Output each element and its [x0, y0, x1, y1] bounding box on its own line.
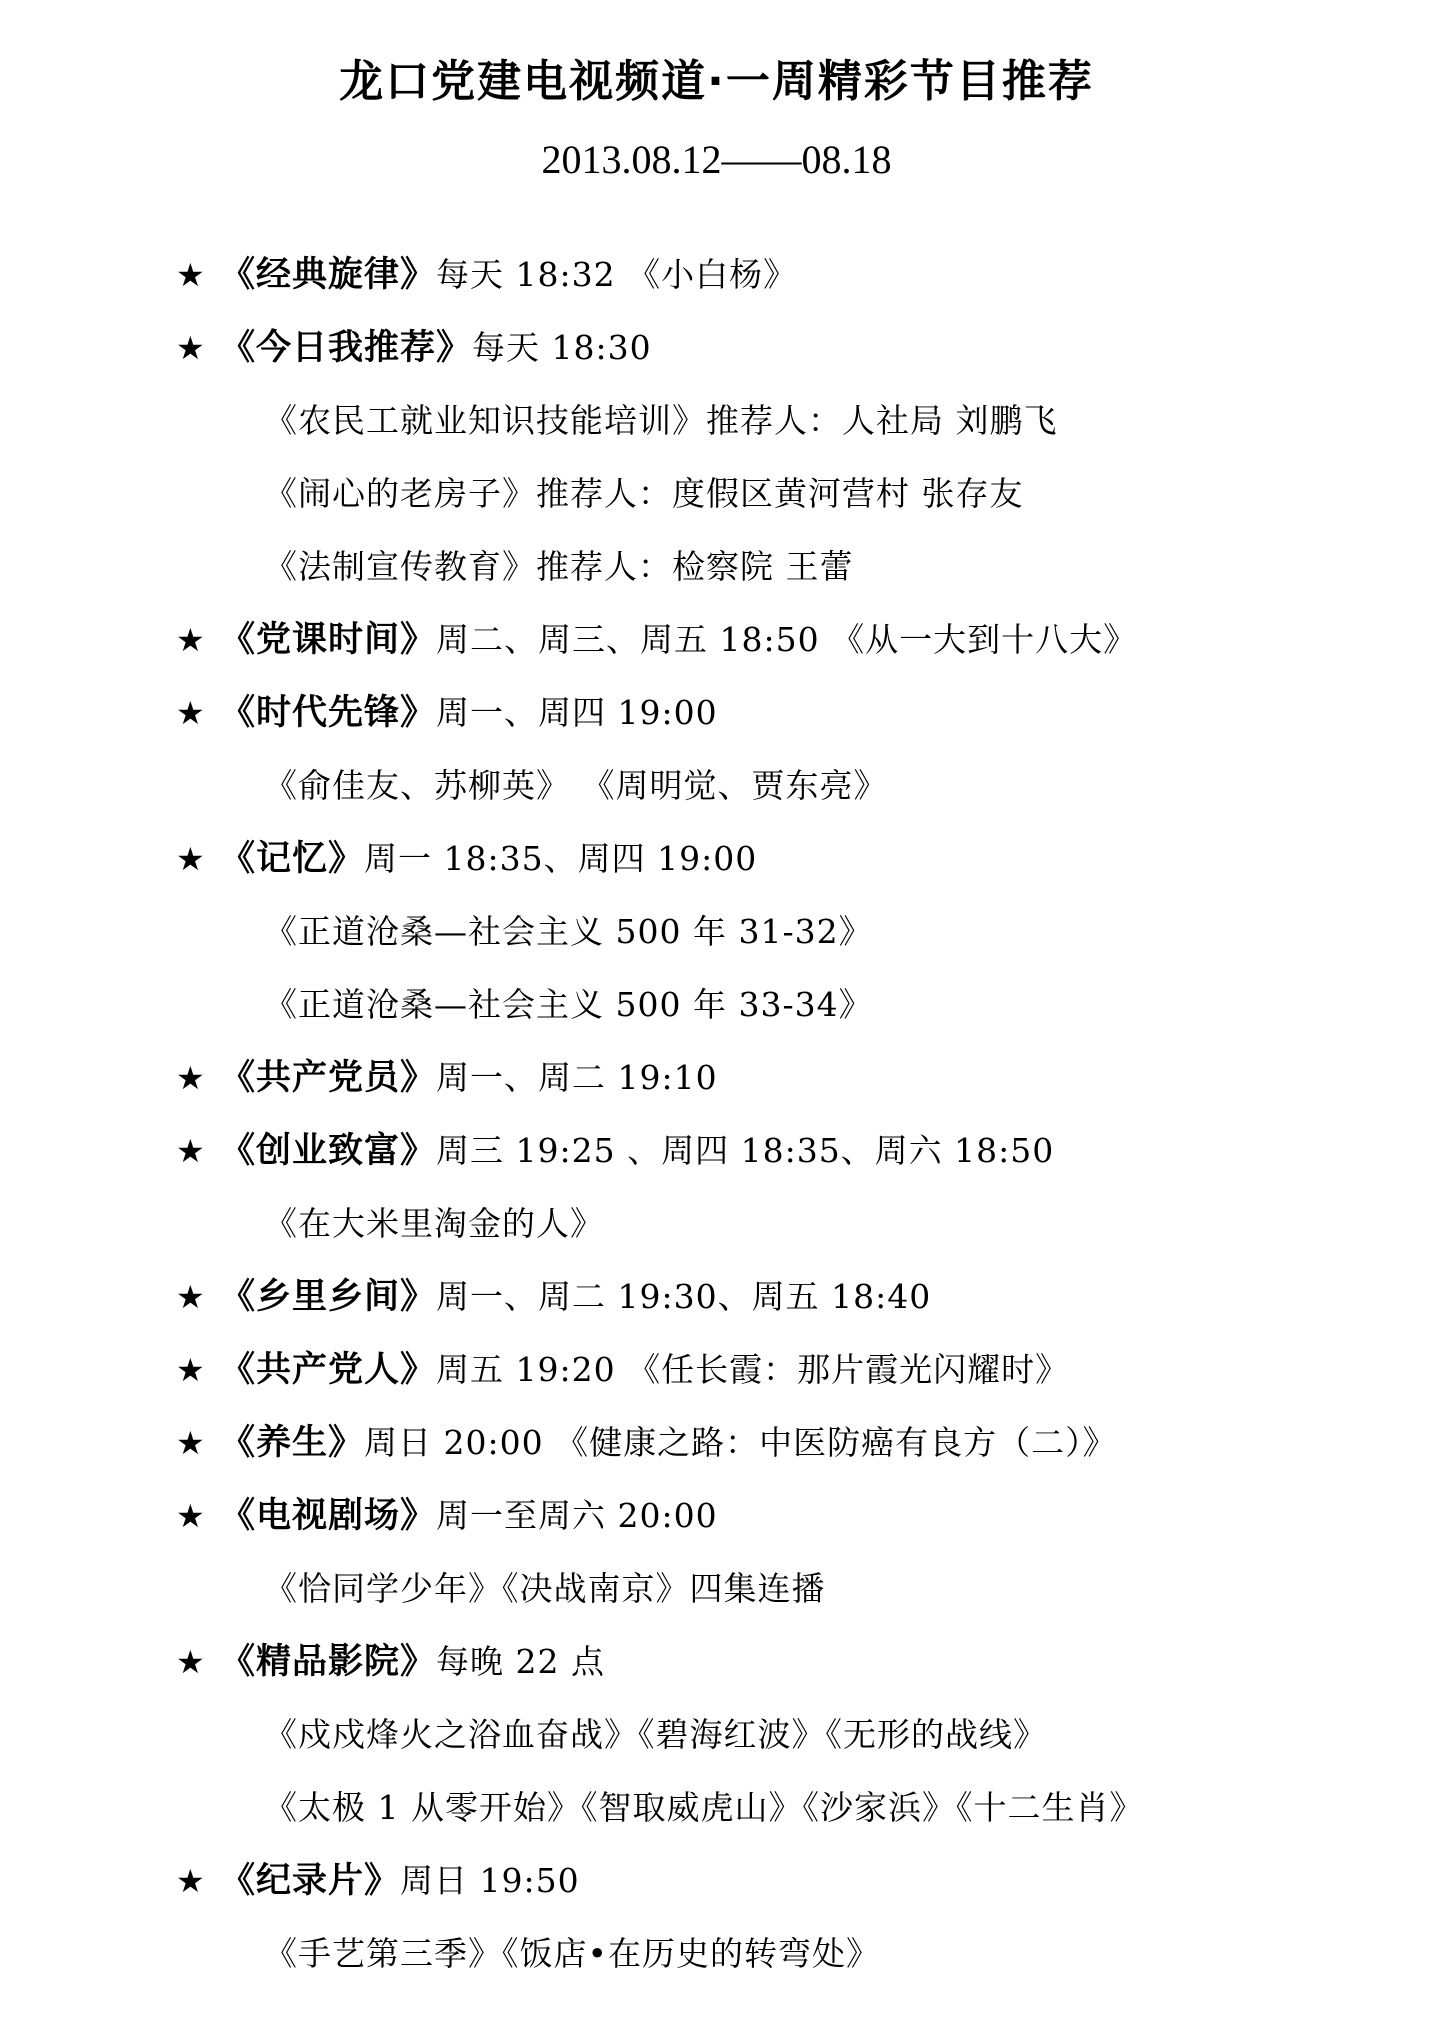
program-name: 《电视剧场》	[220, 1496, 437, 1536]
program-name: 《今日我推荐》	[220, 328, 473, 368]
program-schedule: 周二、周三、周五 18:50 《从一大到十八大》	[436, 620, 1138, 659]
star-icon: ★	[176, 1497, 206, 1535]
program-detail-text: 《戍戍烽火之浴血奋战》《碧海红波》《无形的战线》	[264, 1715, 1047, 1754]
star-icon: ★	[176, 1351, 206, 1389]
program-schedule: 每天 18:30	[472, 328, 652, 367]
program-schedule: 周一、周二 19:10	[436, 1058, 718, 1097]
program-name: 《党课时间》	[220, 620, 437, 660]
program-name: 《经典旋律》	[220, 255, 437, 295]
program-name: 《纪录片》	[220, 1861, 401, 1901]
program-entry	[176, 1260, 1396, 1333]
program-entry	[176, 1333, 1396, 1406]
program-schedule: 周五 19:20 《任长霞：那片霞光闪耀时》	[436, 1350, 1070, 1389]
star-icon: ★	[176, 1059, 206, 1097]
star-icon: ★	[176, 1862, 206, 1900]
program-entry	[176, 822, 1396, 895]
program-detail	[176, 749, 1396, 822]
program-list	[176, 238, 1396, 1990]
program-schedule: 周一、周二 19:30、周五 18:40	[436, 1277, 932, 1316]
star-icon: ★	[176, 1278, 206, 1316]
program-entry	[176, 1041, 1396, 1114]
program-entry	[176, 238, 1396, 311]
program-detail-text: 《闹心的老房子》推荐人：度假区黄河营村 张存友	[264, 474, 1024, 513]
program-detail-text: 《法制宣传教育》推荐人：检察院 王蕾	[264, 547, 854, 586]
program-entry	[176, 311, 1396, 384]
program-schedule: 周一 18:35、周四 19:00	[364, 839, 758, 878]
star-icon: ★	[176, 329, 206, 367]
program-detail	[176, 1771, 1396, 1844]
star-icon: ★	[176, 694, 206, 732]
program-entry	[176, 1625, 1396, 1698]
program-entry	[176, 1844, 1396, 1917]
program-entry	[176, 676, 1396, 749]
program-entry	[176, 1406, 1396, 1479]
program-detail-text: 《正道沧桑—社会主义 500 年 31-32》	[264, 912, 873, 951]
star-icon: ★	[176, 621, 206, 659]
program-detail-text: 《恰同学少年》《决战南京》四集连播	[264, 1569, 826, 1608]
program-detail-text: 《正道沧桑—社会主义 500 年 33-34》	[264, 985, 873, 1024]
program-schedule: 周一至周六 20:00	[436, 1496, 718, 1535]
program-schedule: 周日 19:50	[400, 1861, 580, 1900]
program-entry	[176, 1479, 1396, 1552]
star-icon: ★	[176, 1132, 206, 1170]
program-entry	[176, 603, 1396, 676]
program-name: 《乡里乡间》	[220, 1277, 437, 1317]
program-name: 《养生》	[220, 1423, 365, 1463]
program-detail-text: 《太极 1 从零开始》《智取威虎山》《沙家浜》《十二生肖》	[264, 1788, 1144, 1827]
star-icon: ★	[176, 1424, 206, 1462]
program-detail	[176, 1552, 1396, 1625]
program-detail	[176, 457, 1396, 530]
program-detail-text: 《在大米里淘金的人》	[264, 1204, 604, 1243]
program-name: 《创业致富》	[220, 1131, 437, 1171]
program-detail-text: 《俞佳友、苏柳英》 《周明觉、贾东亮》	[264, 766, 888, 805]
program-detail	[176, 1187, 1396, 1260]
program-detail	[176, 1698, 1396, 1771]
program-detail	[176, 1917, 1396, 1990]
program-detail-text: 《手艺第三季》《饭店•在历史的转弯处》	[264, 1934, 880, 1973]
program-entry	[176, 1114, 1396, 1187]
program-name: 《精品影院》	[220, 1642, 437, 1682]
program-name: 《共产党员》	[220, 1058, 437, 1098]
program-name: 《共产党人》	[220, 1350, 437, 1390]
program-detail	[176, 895, 1396, 968]
program-schedule: 每晚 22 点	[436, 1642, 605, 1681]
program-name: 《时代先锋》	[220, 693, 437, 733]
date-range: 2013.08.12——08.18	[541, 137, 892, 182]
program-detail	[176, 530, 1396, 603]
star-icon: ★	[176, 840, 206, 878]
star-icon: ★	[176, 1643, 206, 1681]
program-schedule: 每天 18:32 《小白杨》	[436, 255, 798, 294]
star-icon: ★	[176, 256, 206, 294]
program-detail-text: 《农民工就业知识技能培训》推荐人：人社局 刘鹏飞	[264, 401, 1058, 440]
program-schedule: 周日 20:00 《健康之路：中医防癌有良方（二）》	[364, 1423, 1117, 1462]
program-detail	[176, 384, 1396, 457]
program-detail	[176, 968, 1396, 1041]
program-schedule: 周三 19:25 、周四 18:35、周六 18:50	[436, 1131, 1055, 1170]
program-name: 《记忆》	[220, 839, 365, 879]
program-schedule: 周一、周四 19:00	[436, 693, 718, 732]
document-title: 龙口党建电视频道·一周精彩节目推荐	[339, 56, 1094, 107]
